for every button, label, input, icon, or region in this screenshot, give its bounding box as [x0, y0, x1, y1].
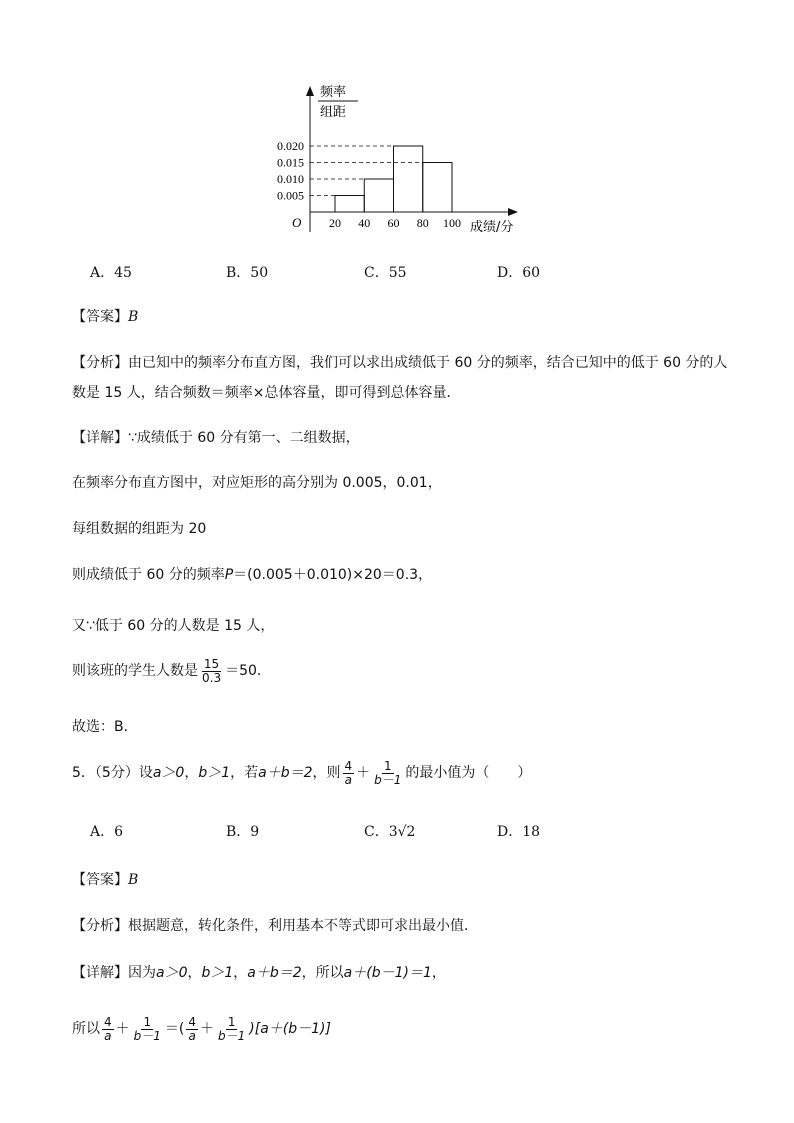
y-tick-label-0.010: 0.010 — [277, 172, 304, 186]
q5-answer-label: 【答案】 — [72, 872, 128, 888]
fraction-numerator: 4 — [344, 758, 353, 773]
q4-choice-a: A．45 — [90, 265, 132, 281]
q4-detail-line3: 每组数据的组距为 20 — [72, 521, 207, 537]
q5-detail-fraction-1-over-b-minus-1-2 — [216, 1016, 247, 1043]
q5-choice-c: C．3√2 — [364, 824, 416, 840]
x-axis-label: 成绩/分 — [470, 220, 514, 235]
q4-detail-line4-expr: ＝(0.005＋0.010)×20＝0.3， — [233, 567, 433, 583]
q5-stem: 5．（5分）设a＞0，b＞1，若a＋b＝2，则 $\frac{4}{a}$ ＋ $\frac{1}{b-1}$ 的最小值为（ ） — [72, 758, 532, 787]
histogram-dashed-guides — [310, 146, 423, 196]
q4-choice-b: B．50 — [226, 265, 269, 281]
q5-cond-if: ，若 — [230, 765, 259, 781]
x-axis-arrow — [508, 208, 518, 216]
fraction-numerator: 15 — [203, 656, 220, 671]
histogram-bar-80-100 — [423, 163, 452, 213]
fraction-denominator: b－1 — [374, 772, 402, 787]
y-axis-arrow — [306, 86, 314, 96]
q4-choice-d: D．60 — [497, 265, 541, 281]
q5-detail-cond-b: b＞1 — [201, 965, 234, 981]
q5-analysis-text: 根据题意，转化条件，利用基本不等式即可求出最小值． — [128, 918, 478, 934]
q4-analysis-text1: 由已知中的频率分布直方图，我们可以求出成绩低于 60 分的频率，结合已知中的低于 60 分的人 — [128, 355, 728, 371]
y-axis-label-top: 频率 — [320, 85, 347, 100]
q4-detail-line4-var: P — [224, 567, 234, 583]
y-tick-label-0.015: 0.015 — [277, 155, 304, 170]
q4-answer — [72, 306, 138, 326]
y-axis-label-bottom: 组距 — [320, 105, 347, 120]
histogram-bar-40-60 — [364, 179, 393, 212]
q4-choice-c: C．55 — [364, 265, 407, 281]
q4-detail-line4 — [72, 564, 432, 584]
q5-detail-label: 【详解】 — [72, 965, 128, 981]
q5-detail-fraction-4-over-a — [102, 1016, 114, 1043]
q5-cond-b: b＞1 — [198, 765, 231, 781]
x-tick-label-40: 40 — [358, 216, 371, 230]
q5-detail-fraction-4-over-a-2 — [186, 1016, 198, 1043]
q5-detail-cond-a: a＞0 — [156, 965, 188, 981]
fraction-numerator: 4 — [104, 1014, 112, 1029]
q5-choice-a: A．6 — [90, 824, 124, 840]
q4-analysis-line1 — [72, 352, 727, 372]
q5-analysis-label: 【分析】 — [72, 918, 128, 934]
fraction-denominator: b－1 — [218, 1028, 246, 1043]
q4-analysis-label: 【分析】 — [72, 355, 128, 371]
q5-detail-line2: 所以 $\frac{4}{a}$ ＋ $\frac{1}{b-1}$ ＝( $\frac{4}{a}$ ＋ $\frac{1}{b-1}$ )[a＋(b－1)] — [72, 1014, 331, 1043]
q5-detail-line2-tail: )[a＋(b－1)] — [249, 1021, 331, 1037]
q5-cond-sum: a＋b＝2 — [258, 765, 313, 781]
q5-detail-fraction-1-over-b-minus-1 — [132, 1016, 163, 1043]
q4-answer-label: 【答案】 — [72, 309, 128, 325]
q5-detail-line2-prefix: 所以 — [72, 1021, 100, 1037]
fraction-numerator: 1 — [383, 758, 392, 773]
q4-detail-line6-prefix: 则该班的学生人数是 — [72, 663, 198, 679]
x-tick-label-80: 80 — [416, 216, 429, 230]
q4-detail-text1: ∵成绩低于 60 分有第一、二组数据， — [128, 430, 360, 446]
y-tick-label-0.020: 0.020 — [277, 139, 304, 153]
q5-analysis — [72, 915, 478, 935]
q5-detail-result: a＋(b－1)＝1 — [343, 965, 432, 981]
q4-detail-label: 【详解】 — [72, 430, 128, 446]
fraction-denominator: 0.3 — [202, 670, 222, 685]
fraction-denominator: a — [188, 1028, 196, 1043]
origin-label: O — [292, 215, 302, 230]
q5-cond-a: a＞0 — [152, 765, 185, 781]
q4-analysis-line2: 数是 15 人，结合频数＝频率×总体容量，即可得到总体容量． — [72, 385, 461, 401]
q5-choice-b: B．9 — [226, 824, 260, 840]
q5-answer — [72, 869, 138, 889]
q4-detail-line1 — [72, 427, 360, 447]
fraction-numerator: 1 — [227, 1014, 236, 1029]
x-tick-label-60: 60 — [387, 216, 400, 230]
q4-detail-line6-fraction — [200, 658, 223, 685]
q4-detail-line4-prefix: 则成绩低于 60 分的频率 — [72, 567, 225, 583]
x-tick-label-20: 20 — [329, 216, 341, 230]
histogram-bar-60-80 — [394, 146, 423, 212]
q5-detail-prefix: 因为 — [128, 965, 156, 981]
y-tick-labels — [277, 139, 304, 203]
x-tick-label-100: 100 — [443, 216, 461, 230]
q4-detail-line6 — [72, 656, 271, 686]
frequency-histogram — [260, 80, 550, 240]
q5-detail-so: ，所以 — [301, 965, 344, 981]
q5-fraction-1-over-b-minus-1 — [372, 760, 403, 787]
q4-detail-line2: 在频率分布直方图中，对应矩形的高分别为 0.005，0.01， — [72, 475, 442, 491]
fraction-numerator: 1 — [143, 1014, 152, 1029]
q4-detail-line6-suffix: ＝50． — [225, 663, 271, 679]
q4-detail-line5: 又∵低于 60 分的人数是 15 人， — [72, 618, 275, 634]
x-tick-labels — [329, 216, 461, 230]
q5-answer-value: B — [128, 872, 139, 888]
fraction-denominator: b－1 — [133, 1028, 161, 1043]
q4-detail-line7: 故选：B． — [72, 719, 138, 735]
q4-answer-value: B — [128, 309, 139, 325]
q5-stem-prefix: 5．（5分）设 — [72, 765, 153, 781]
histogram-bar-20-40 — [335, 196, 364, 213]
q5-stem-suffix: 的最小值为（ ） — [405, 765, 532, 781]
fraction-numerator: 4 — [188, 1014, 197, 1029]
q5-detail-line1: 【详解】因为a＞0，b＞1，a＋b＝2，所以a＋(b－1)＝1， — [72, 965, 446, 981]
q5-choice-d: D．18 — [497, 824, 541, 840]
fraction-denominator: a — [104, 1028, 112, 1043]
q5-detail-end: ， — [431, 965, 446, 981]
q5-detail-line2-eq: ＝( — [164, 1021, 185, 1037]
q5-detail-cond-sum: a＋b＝2 — [247, 965, 302, 981]
q5-fraction-4-over-a — [343, 760, 355, 787]
y-tick-label-0.005: 0.005 — [277, 188, 304, 203]
q5-cond-then: ，则 — [312, 765, 341, 781]
fraction-denominator: a — [344, 772, 352, 787]
